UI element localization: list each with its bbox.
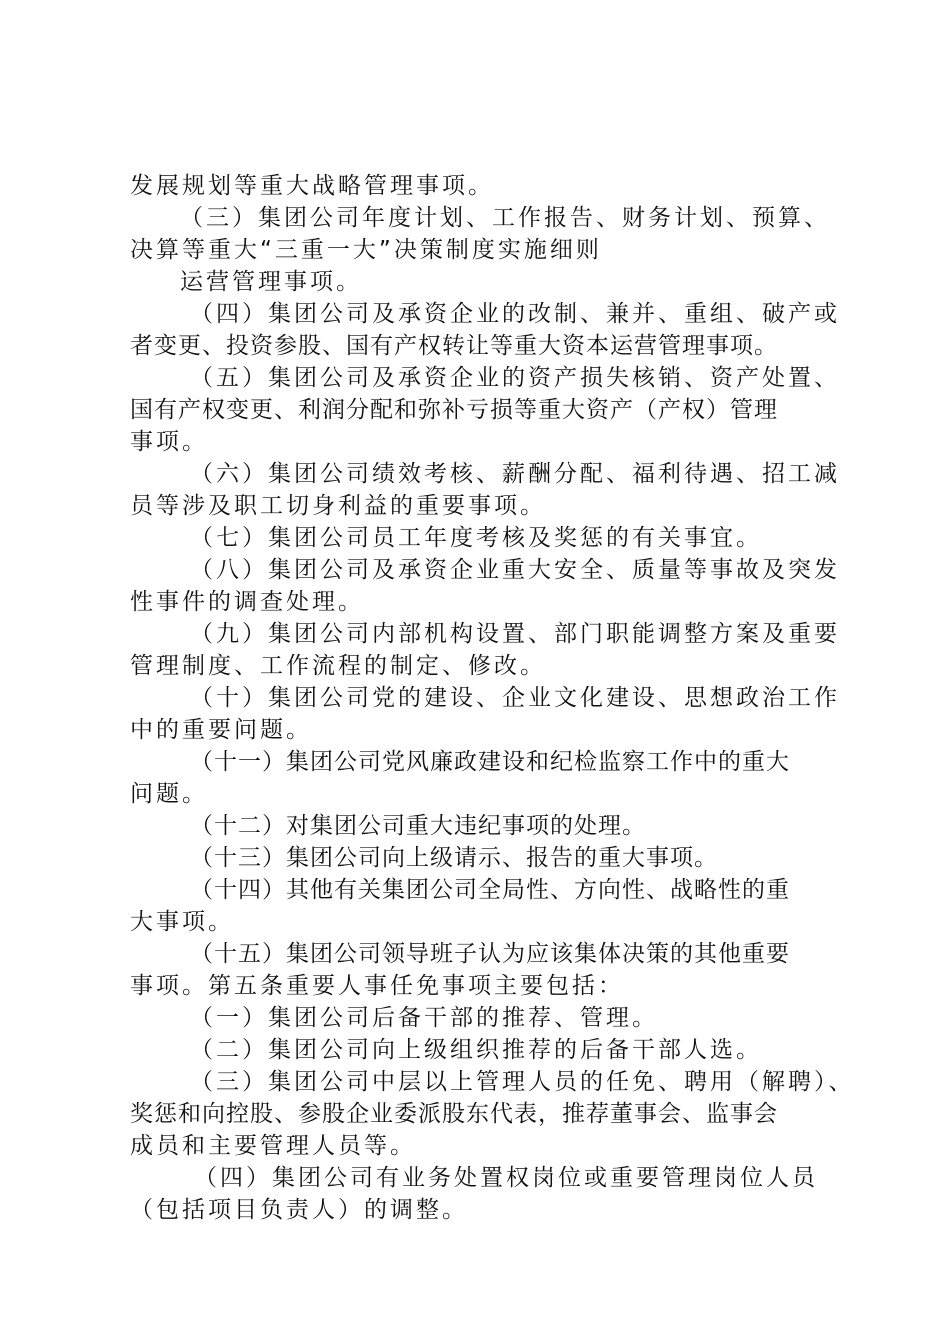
text-line: （十）集团公司党的建设、企业文化建设、思想政治工作 <box>190 685 840 711</box>
text-line: （八）集团公司及承资企业重大安全、质量等事故及突发 <box>190 557 840 583</box>
text-line: 发展规划等重大战略管理事项。 <box>130 173 494 199</box>
text-line: （四）集团公司有业务处置权岗位或重要管理岗位人员 <box>194 1165 818 1191</box>
text-line: （五）集团公司及承资企业的资产损失核销、资产处置、 <box>190 365 840 391</box>
text-line: （一）集团公司后备干部的推荐、管理。 <box>190 1005 658 1031</box>
text-line: （九）集团公司内部机构设置、部门职能调整方案及重要 <box>190 621 840 647</box>
text-line: 事项。 <box>130 429 208 455</box>
text-line: （六）集团公司绩效考核、薪酬分配、福利待遇、招工减 <box>190 461 840 487</box>
text-line: 员等涉及职工切身利益的重要事项。 <box>130 493 546 519</box>
text-line: （十二）对集团公司重大违纪事项的处理。 <box>190 813 646 839</box>
text-line: 中的重要问题。 <box>130 717 312 743</box>
text-line: （三）集团公司年度计划、工作报告、财务计划、预算、 <box>180 205 830 231</box>
document-body <box>130 170 855 1226</box>
text-line: 问题。 <box>130 781 208 807</box>
text-line: （十四）其他有关集团公司全局性、方向性、战略性的重 <box>190 877 790 903</box>
text-line: （十五）集团公司领导班子认为应该集体决策的其他重要 <box>190 941 790 967</box>
text-line: （十三）集团公司向上级请示、报告的重大事项。 <box>190 845 718 871</box>
text-line: （包括项目负责人）的调整。 <box>130 1197 468 1223</box>
text-line: 决算等重大“三重一大”决策制度实施细则 <box>130 237 602 263</box>
text-line: （三）集团公司中层以上管理人员的任免、聘用（解聘）、 <box>190 1069 855 1095</box>
text-line: 性事件的调查处理。 <box>130 589 364 615</box>
text-line: （七）集团公司员工年度考核及奖惩的有关事宜。 <box>190 525 762 551</box>
text-line: 事项。第五条重要人事任免事项主要包括： <box>130 973 624 999</box>
text-line: （十一）集团公司党风廉政建设和纪检监察工作中的重大 <box>190 749 790 775</box>
text-line: 国有产权变更、利润分配和弥补亏损等重大资产（产权）管理 <box>130 397 778 423</box>
text-line: （二）集团公司向上级组织推荐的后备干部人选。 <box>190 1037 762 1063</box>
text-line: 管理制度、工作流程的制定、修改。 <box>130 653 546 679</box>
text-line: 奖惩和向控股、参股企业委派股东代表，推荐董事会、监事会 <box>130 1101 778 1127</box>
text-line: 成员和主要管理人员等。 <box>130 1133 416 1159</box>
text-line: 者变更、投资参股、国有产权转让等重大资本运营管理事项。 <box>130 333 778 359</box>
text-line: 运营管理事项。 <box>180 269 362 295</box>
text-line: （四）集团公司及承资企业的改制、兼并、重组、破产或 <box>190 301 840 327</box>
text-line: 大事项。 <box>130 909 234 935</box>
